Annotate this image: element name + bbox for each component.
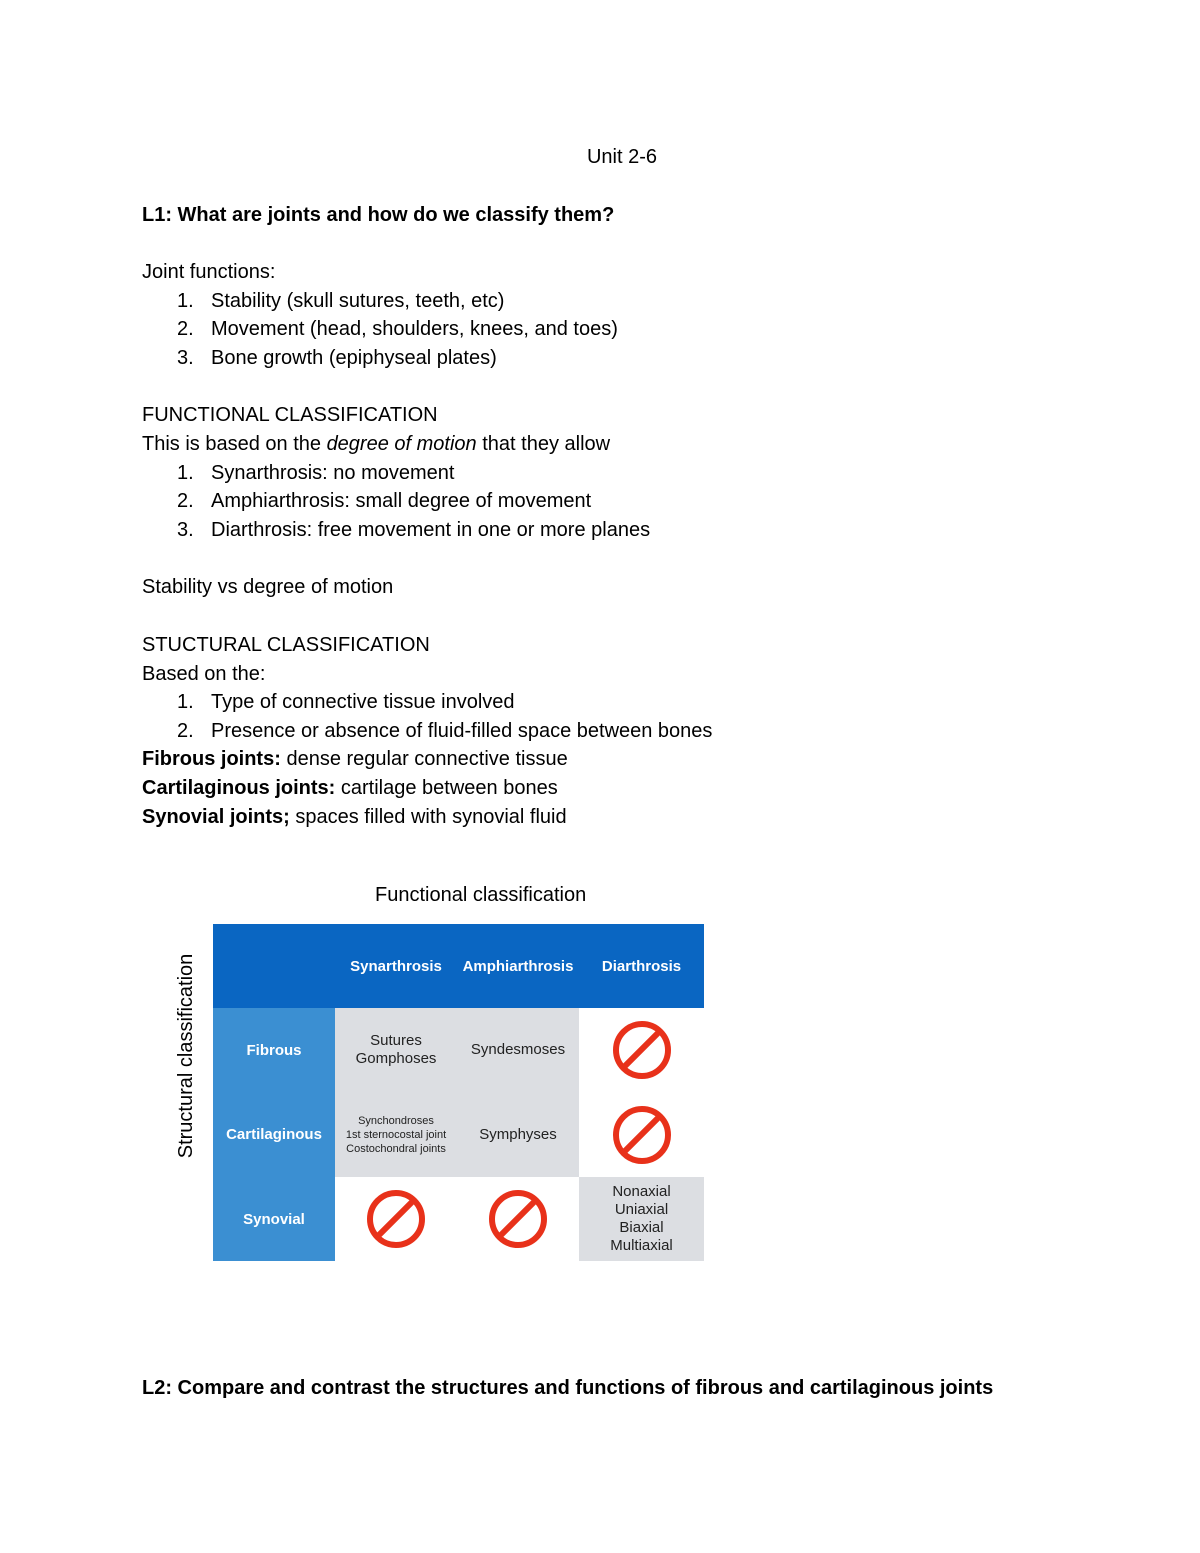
- list-text: Stability (skull sutures, teeth, etc): [211, 290, 505, 312]
- functional-intro: [142, 431, 610, 457]
- list-text: Presence or absence of fluid-filled space between bones: [211, 720, 713, 742]
- cell-cartilaginous-synarthrosis: [335, 1092, 457, 1177]
- document-title: Unit 2-6: [586, 146, 658, 168]
- intro-text: This is based on the: [142, 433, 327, 455]
- prohibited-icon: [611, 1019, 673, 1081]
- cell-synovial-amphiarthrosis: [457, 1177, 579, 1261]
- cell-cartilaginous-diarthrosis: [579, 1092, 704, 1177]
- list-text: Synarthrosis: no movement: [211, 462, 455, 484]
- cell-line: Uniaxial: [614, 1201, 669, 1218]
- joint-type-term: Fibrous joints:: [142, 748, 281, 770]
- cell-line: 1st sternocostal joint: [345, 1128, 447, 1141]
- figure-title: Functional classification: [375, 884, 587, 906]
- cell-synovial-synarthrosis: [335, 1177, 457, 1261]
- list-number: 1.: [177, 290, 194, 312]
- column-header-diarthrosis: Diarthrosis: [601, 957, 682, 975]
- list-number: 1.: [177, 462, 194, 484]
- prohibited-icon: [487, 1188, 549, 1250]
- cell-line: Multiaxial: [610, 1237, 673, 1254]
- cell-fibrous-diarthrosis: [579, 1008, 704, 1092]
- row-header-fibrous: Fibrous: [213, 1008, 335, 1092]
- classification-figure: [170, 878, 730, 1278]
- prohibited-icon: [611, 1104, 673, 1166]
- joint-functions-label: Joint functions:: [142, 261, 276, 283]
- joint-type-desc: cartilage between bones: [335, 777, 558, 799]
- joint-type-desc: dense regular connective tissue: [280, 748, 568, 770]
- intro-emphasis: degree of motion: [326, 433, 477, 455]
- joint-type-line: [142, 775, 558, 801]
- cell-line: Costochondral joints: [346, 1142, 446, 1155]
- functional-heading: FUNCTIONAL CLASSIFICATION: [142, 404, 438, 426]
- list-item: [177, 689, 515, 715]
- classification-grid: [213, 924, 704, 1261]
- joint-type-line: [142, 746, 568, 772]
- cell-line: Syndesmoses: [470, 1041, 566, 1058]
- intro-text: that they allow: [476, 433, 611, 455]
- row-header-cartilaginous: Cartilaginous: [213, 1092, 335, 1177]
- joint-type-term: Synovial joints;: [142, 806, 290, 828]
- column-header-synarthrosis: Synarthrosis: [350, 957, 442, 975]
- list-number: 2.: [177, 490, 194, 512]
- list-number: 1.: [177, 691, 194, 713]
- cell-cartilaginous-amphiarthrosis: [457, 1092, 579, 1177]
- list-item: [177, 718, 712, 744]
- stability-line: Stability vs degree of motion: [142, 576, 394, 598]
- cell-line: Synchondroses: [358, 1114, 434, 1127]
- l1-heading: L1: What are joints and how do we classify them?: [142, 204, 615, 226]
- list-text: Type of connective tissue involved: [211, 691, 515, 713]
- joint-type-term: Cartilaginous joints:: [142, 777, 336, 799]
- figure-y-label: Structural classification: [175, 953, 197, 1159]
- list-number: 2.: [177, 318, 194, 340]
- prohibited-icon: [365, 1188, 427, 1250]
- cell-line: Nonaxial: [612, 1183, 671, 1200]
- list-text: Bone growth (epiphyseal plates): [211, 347, 497, 369]
- structural-heading: STUCTURAL CLASSIFICATION: [142, 634, 430, 656]
- column-header-amphiarthrosis: Amphiarthrosis: [462, 957, 574, 975]
- list-item: [177, 316, 618, 342]
- cell-fibrous-synarthrosis: [335, 1008, 457, 1092]
- list-text: Movement (head, shoulders, knees, and toes): [211, 318, 618, 340]
- list-text: Amphiarthrosis: small degree of movement: [211, 490, 592, 512]
- cell-line: Sutures: [370, 1032, 422, 1049]
- cell-line: Gomphoses: [355, 1050, 437, 1067]
- list-number: 3.: [177, 347, 194, 369]
- l2-heading: L2: Compare and contrast the structures and functions of fibrous and cartilaginous joints: [142, 1377, 994, 1399]
- cell-synovial-diarthrosis: [579, 1177, 704, 1261]
- cell-line: Biaxial: [619, 1219, 664, 1236]
- list-item: [177, 345, 497, 371]
- cell-line: Symphyses: [479, 1125, 557, 1143]
- list-number: 3.: [177, 519, 194, 541]
- list-item: [177, 488, 591, 514]
- list-item: [177, 517, 650, 543]
- joint-type-line: [142, 804, 567, 830]
- joint-type-desc: spaces filled with synovial fluid: [289, 806, 567, 828]
- list-item: [177, 460, 454, 486]
- structural-intro: Based on the:: [142, 663, 266, 685]
- cell-fibrous-amphiarthrosis: [457, 1008, 579, 1092]
- list-item: [177, 288, 504, 314]
- list-text: Diarthrosis: free movement in one or more planes: [211, 519, 651, 541]
- row-header-synovial: Synovial: [213, 1177, 335, 1261]
- list-number: 2.: [177, 720, 194, 742]
